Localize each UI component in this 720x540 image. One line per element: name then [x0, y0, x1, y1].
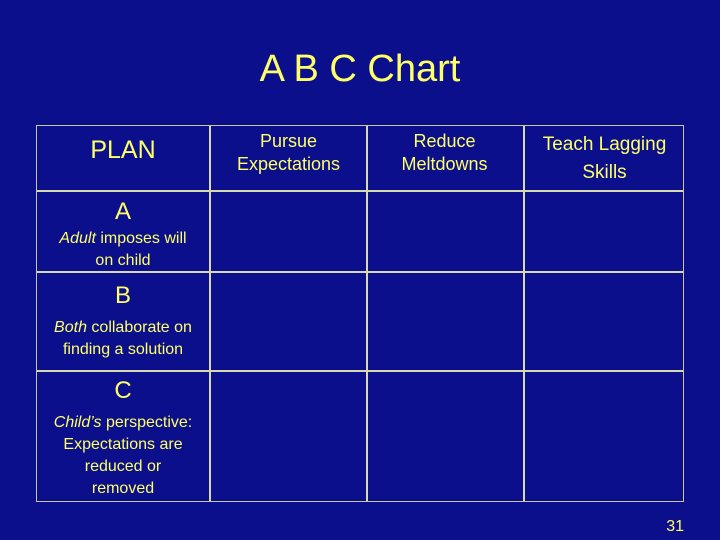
column-header-line: Meltdowns — [401, 154, 488, 174]
row-text: perspective: — [101, 414, 193, 431]
row-divider — [37, 370, 683, 372]
column-header-line: Teach Lagging — [542, 134, 667, 155]
row-emphasis: Both — [54, 319, 87, 336]
row-letter-a: A — [114, 198, 131, 225]
row-letter-c: C — [114, 377, 132, 404]
slide-title: A B C Chart — [259, 48, 461, 90]
row-text: collaborate on — [86, 319, 192, 336]
row-description-line: finding a solution — [62, 341, 184, 358]
column-divider — [366, 126, 368, 501]
row-description-line: on child — [95, 252, 151, 269]
row-divider — [37, 190, 683, 192]
column-header-teach-lagging-skills — [524, 131, 685, 187]
row-description-line: reduced or — [84, 458, 162, 475]
column-header-pursue-expectations — [211, 130, 366, 176]
row-description-line — [37, 317, 209, 339]
row-description-c — [37, 412, 209, 500]
row-description-line — [37, 228, 209, 250]
row-letter-b: B — [114, 282, 131, 309]
abc-chart-table — [36, 125, 684, 502]
column-header-reduce-meltdowns — [367, 130, 522, 176]
row-description-b — [37, 317, 209, 361]
row-emphasis: Child’s — [53, 414, 102, 431]
column-header-line: Expectations — [236, 154, 341, 174]
plan-header: PLAN — [90, 136, 156, 164]
row-emphasis: Adult — [59, 230, 96, 247]
column-header-line: Reduce — [413, 131, 476, 151]
row-description-line: removed — [91, 480, 155, 497]
column-header-line: Skills — [582, 162, 627, 183]
row-description-a — [37, 228, 209, 272]
row-text: imposes will — [95, 230, 187, 247]
row-description-line — [37, 412, 209, 434]
page-number: 31 — [666, 518, 684, 535]
row-description-line: Expectations are — [63, 436, 183, 453]
column-divider — [209, 126, 211, 501]
column-header-line: Pursue — [259, 131, 318, 151]
